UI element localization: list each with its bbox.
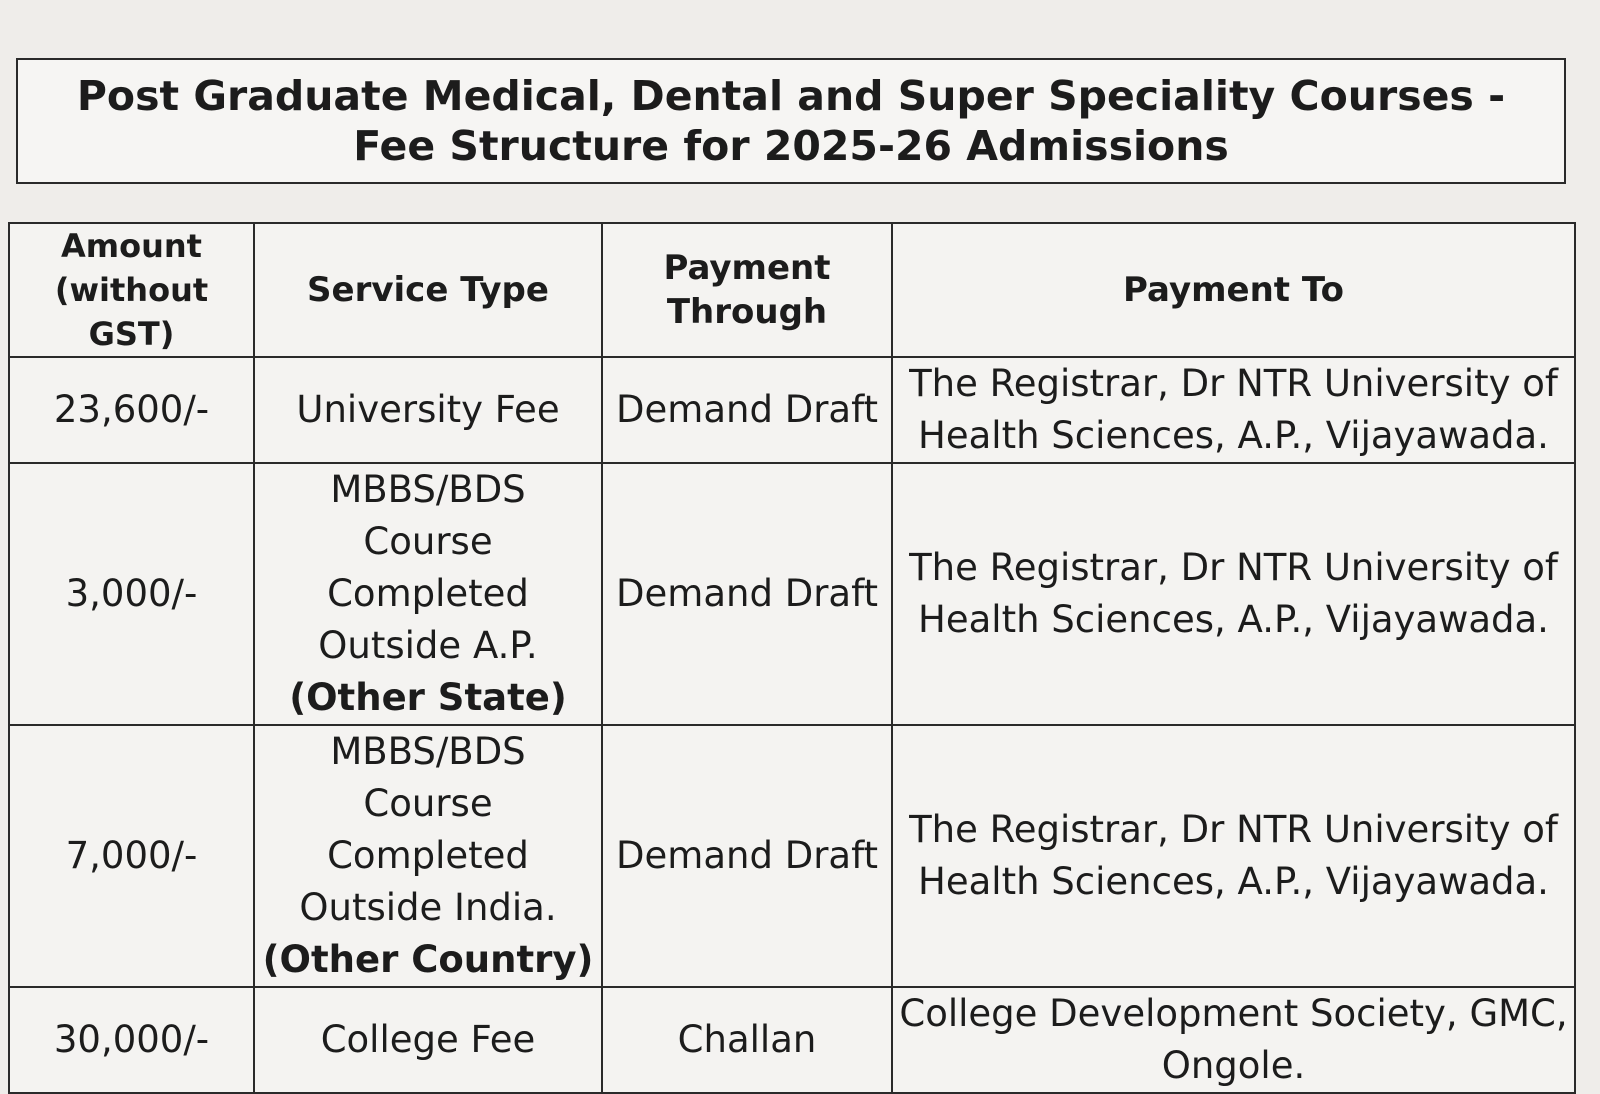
service-type-text: MBBS/BDS Course Completed Outside India. — [299, 730, 557, 929]
cell-amount: 23,600/- — [9, 357, 254, 463]
cell-payment-to: The Registrar, Dr NTR University of Health Sciences, A.P., Vijayawada. — [892, 725, 1575, 987]
header-payment-through: Payment Through — [602, 223, 892, 357]
cell-amount: 7,000/- — [9, 725, 254, 987]
table-row — [9, 987, 1575, 1093]
cell-payment-through: Demand Draft — [602, 725, 892, 987]
table-header-row — [9, 223, 1575, 357]
document-title-box — [16, 58, 1566, 184]
document-title: Post Graduate Medical, Dental and Super Speciality Courses - Fee Structure for 2025-26 Admissions — [76, 72, 1506, 170]
cell-payment-to: The Registrar, Dr NTR University of Health Sciences, A.P., Vijayawada. — [892, 357, 1575, 463]
cell-payment-through: Demand Draft — [602, 357, 892, 463]
cell-payment-through: Challan — [602, 987, 892, 1093]
service-type-text: University Fee — [296, 388, 560, 431]
cell-payment-to: College Development Society, GMC, Ongole. — [892, 987, 1575, 1093]
table-row — [9, 357, 1575, 463]
cell-amount: 3,000/- — [9, 463, 254, 725]
cell-service-type — [254, 357, 602, 463]
cell-service-type — [254, 725, 602, 987]
table-row — [9, 725, 1575, 987]
fee-structure-table — [8, 222, 1576, 1094]
cell-payment-through: Demand Draft — [602, 463, 892, 725]
service-type-note: (Other State) — [289, 676, 567, 719]
service-type-note: (Other Country) — [262, 938, 594, 981]
service-type-text: MBBS/BDS Course Completed Outside A.P. — [318, 468, 538, 667]
service-type-text: College Fee — [320, 1018, 536, 1061]
cell-service-type — [254, 987, 602, 1093]
cell-payment-to: The Registrar, Dr NTR University of Health Sciences, A.P., Vijayawada. — [892, 463, 1575, 725]
header-payment-to: Payment To — [892, 223, 1575, 357]
cell-service-type — [254, 463, 602, 725]
header-service-type: Service Type — [254, 223, 602, 357]
header-amount: Amount (without GST) — [9, 223, 254, 357]
table-row — [9, 463, 1575, 725]
cell-amount: 30,000/- — [9, 987, 254, 1093]
